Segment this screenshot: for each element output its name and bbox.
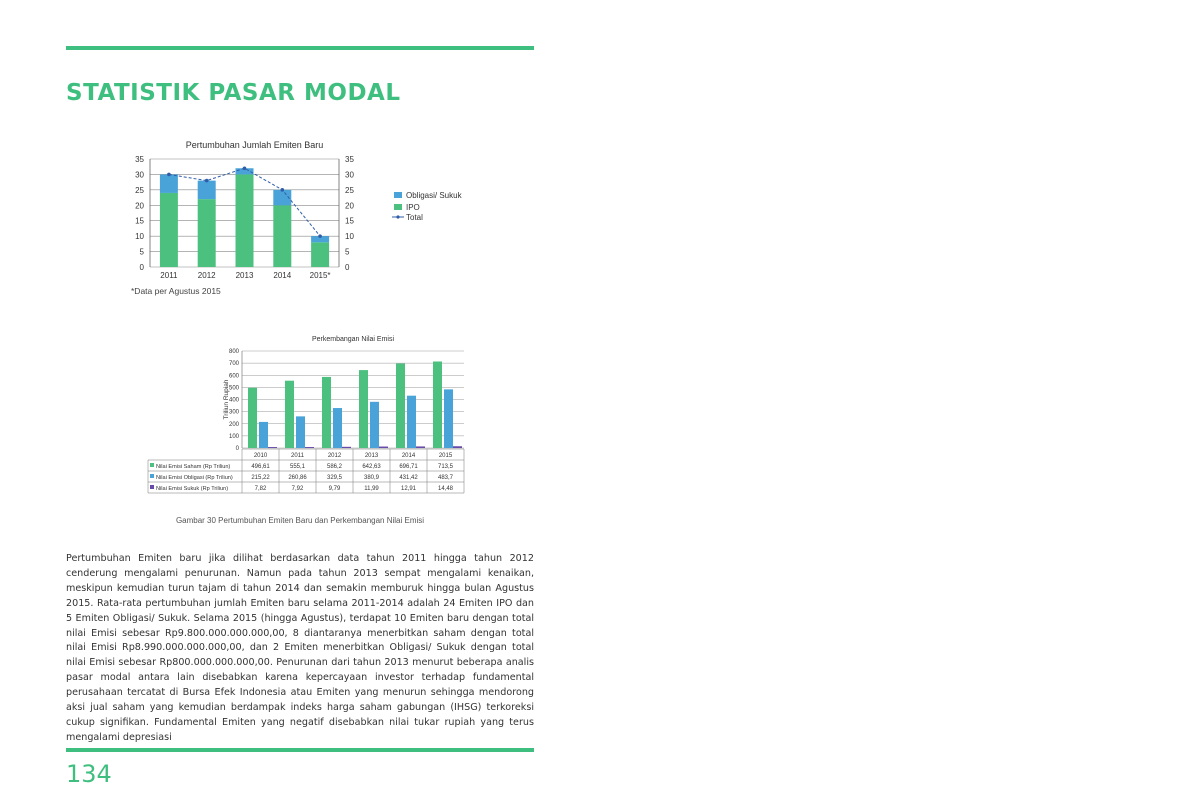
chart-footnote: *Data per Agustus 2015 [131,286,221,296]
bar-ipo [273,205,291,267]
data-label: 431,42 [399,475,418,481]
emission-value-chart [146,330,466,498]
y-tick-label: 20 [135,201,144,211]
y-tick-label: 0 [139,263,144,272]
x-tick-label: 2011 [291,453,304,459]
body-paragraph: Pertumbuhan Emiten baru jika dilihat berdasarkan data tahun 2011 hingga tahun 2012 cenderung mengalami penurunan. Namun pada tahun 2013 sempat mengalami kenaikan, meskipun kemudian turun tajam di tahun 2014 dan semakin memburuk hingga bulan Agustus 2015. Rata-rata pertumbuhan jumlah Emiten baru selama 2011-2014 adalah 24 Emiten IPO dan 5 Emiten Obligasi/ Sukuk. Selama 2015 (hingga Agustus), terdapat 10 Emiten baru dengan total nilai Emisi sebesar Rp9.800.000.000.000,00, 8 diantaranya menerbitkan saham dengan total nilai Emisi Rp8.990.000.000.000,00, dan 2 Emiten menerbitkan Obligasi/ Sukuk dengan total nilai Emisi sebesar Rp800.000.000.000,00. Penurunan dari tahun 2013 menurut beberapa analis pasar modal antara lain disebabkan karena kepercayaan investor terhadap fundamental perusahaan tercatat di Bursa Efek Indonesia atau Emiten yang menurun sehingga mendorong aksi jual saham yang kemudian berdampak indeks harga saham gabungan (IHSG) terkoreksi cukup signifikan. Fundamental Emiten yang negatif disebabkan nilai tukar rupiah yang terus mengalami depresiasi [66,553,534,743]
total-point [243,166,247,170]
total-point [167,173,171,177]
total-point [205,179,209,183]
bar-series-2 [342,447,351,448]
y-tick-label: 700 [228,361,239,368]
bar-ipo [236,174,254,267]
page-title: STATISTIK PASAR MODAL [66,80,401,106]
bar-series-0 [248,388,257,448]
legend-swatch-obligasi [394,192,402,198]
data-label: 215,22 [251,475,270,481]
legend-label-ipo: IPO [406,203,420,212]
page-number: 134 [66,760,112,788]
bottom-rule [66,748,534,752]
data-label: 12,91 [400,486,417,492]
y2-tick-label: 35 [345,155,354,164]
data-label: 713,5 [437,464,454,470]
bar-series-2 [379,447,388,448]
y-tick-label: 300 [228,409,239,416]
emiten-growth-chart [126,134,486,284]
data-label: 483,7 [437,475,454,481]
chart-title: Pertumbuhan Jumlah Emiten Baru [185,140,324,150]
legend-label: Nilai Emisi Saham (Rp Triliun) [156,464,231,470]
bar-obligasi-sukuk [160,174,178,193]
legend-label-total: Total [406,213,423,222]
legend-swatch [150,474,154,478]
figure-caption: Gambar 30 Pertumbuhan Emiten Baru dan Perkembangan Nilai Emisi [175,516,425,525]
bar-series-1 [444,389,453,448]
bar-series-0 [285,381,294,448]
y2-tick-label: 25 [345,185,354,195]
total-point [318,234,322,238]
data-label: 380,9 [363,475,380,481]
bar-obligasi-sukuk [198,181,216,200]
y-tick-label: 15 [135,216,144,226]
y-tick-label: 200 [228,421,239,428]
data-label: 555,1 [289,464,306,470]
data-label: 329,5 [326,475,343,481]
data-label: 11,99 [364,486,379,492]
x-tick-label: 2014 [401,453,416,459]
x-tick-label: 2013 [364,453,379,459]
bar-ipo [160,193,178,267]
x-tick-label: 2014 [273,271,292,280]
x-tick-label: 2015* [309,271,331,280]
x-tick-label: 2010 [253,453,268,459]
data-label: 496,61 [251,464,270,470]
chart-title: Perkembangan Nilai Emisi [311,336,395,343]
legend-label: Nilai Emisi Obligasi (Rp Triliun) [156,475,233,481]
bar-series-2 [453,446,462,448]
bar-series-1 [407,396,416,448]
total-point [281,188,285,192]
y-axis-label: Triliun Rupiah [223,379,230,420]
bar-series-0 [433,361,442,448]
bar-series-1 [259,422,268,448]
legend-swatch [150,463,154,467]
y-tick-label: 30 [135,170,144,180]
data-label: 586,2 [326,464,343,470]
legend-label: Nilai Emisi Sukuk (Rp Triliun) [156,486,229,492]
data-label: 7,82 [254,486,267,492]
y-tick-label: 0 [235,446,239,452]
data-label: 260,86 [288,475,307,481]
bar-series-1 [370,402,379,448]
bar-series-0 [359,370,368,448]
y2-tick-label: 20 [345,201,354,211]
data-label: 642,63 [362,464,381,470]
x-tick-label: 2012 [197,271,216,280]
y-tick-label: 800 [228,349,239,355]
bar-series-2 [305,447,314,448]
y-tick-label: 35 [135,155,144,164]
x-tick-label: 2015 [438,453,453,459]
bar-series-2 [268,447,277,448]
x-tick-label: 2012 [327,453,342,459]
data-label: 696,71 [399,464,418,470]
y-tick-label: 5 [139,247,144,257]
legend-label-obligasi: Obligasi/ Sukuk [406,191,462,200]
y2-tick-label: 5 [345,247,350,257]
bar-series-2 [416,446,425,448]
data-label: 14,48 [437,486,454,492]
data-label: 7,92 [291,486,304,492]
bar-series-1 [333,408,342,448]
y-tick-label: 600 [228,373,239,380]
bar-ipo [311,242,329,267]
top-rule [66,46,534,50]
y-tick-label: 400 [228,397,239,404]
bar-series-1 [296,416,305,448]
data-label: 9,79 [328,486,341,492]
x-tick-label: 2013 [235,271,254,280]
y2-tick-label: 10 [345,232,354,242]
legend-swatch [150,485,154,489]
y2-tick-label: 0 [345,263,350,272]
y2-tick-label: 15 [345,216,354,226]
x-tick-label: 2011 [160,271,178,280]
legend-marker-total [396,215,399,218]
legend-swatch-ipo [394,204,402,210]
bar-series-0 [396,364,405,448]
bar-series-0 [322,377,331,448]
y-tick-label: 25 [135,185,144,195]
y2-tick-label: 30 [345,170,354,180]
y-tick-label: 500 [228,385,239,392]
y-tick-label: 100 [228,433,239,440]
bar-ipo [198,199,216,267]
y-tick-label: 10 [135,232,144,242]
